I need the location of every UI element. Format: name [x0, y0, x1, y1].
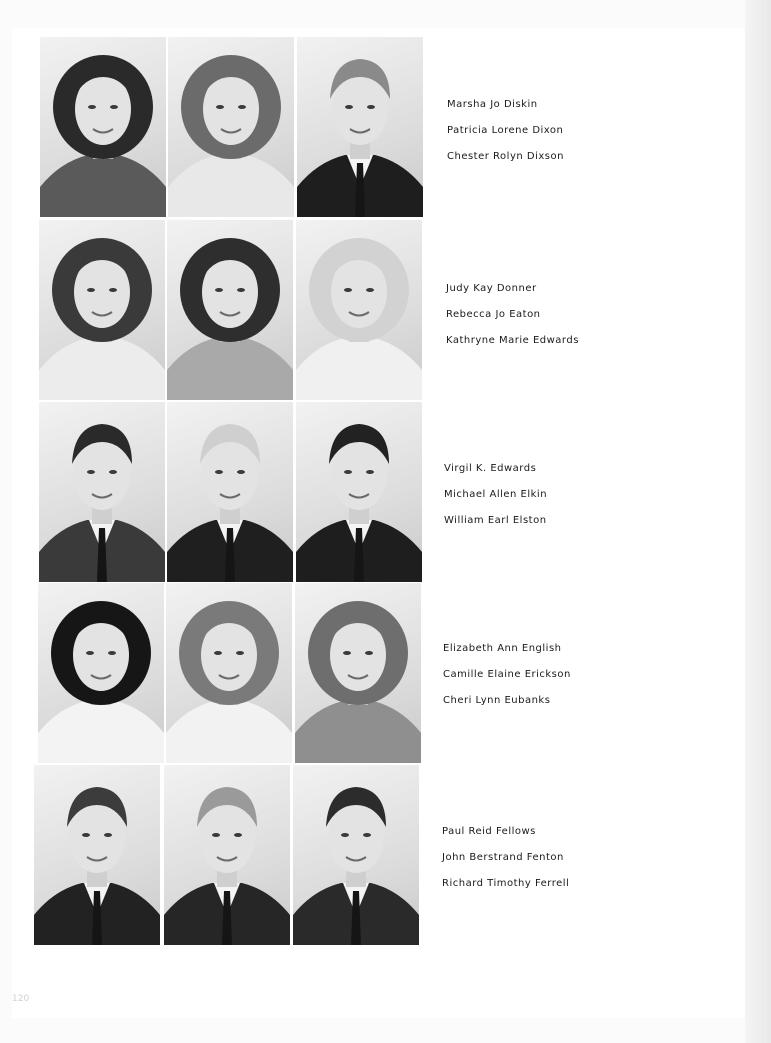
student-name: Chester Rolyn Dixson	[447, 151, 564, 162]
student-name: Virgil K. Edwards	[444, 463, 537, 474]
student-portrait-photo	[167, 402, 293, 582]
portrait-row	[0, 37, 771, 219]
student-portrait-photo	[295, 583, 421, 763]
student-name: Judy Kay Donner	[446, 283, 537, 294]
student-name: Elizabeth Ann English	[443, 643, 562, 654]
student-portrait-photo	[296, 220, 422, 400]
student-portrait-photo	[38, 583, 164, 763]
student-name-list	[446, 276, 579, 354]
student-portrait-photo	[39, 220, 165, 400]
student-name: Paul Reid Fellows	[442, 826, 536, 837]
student-name: Patricia Lorene Dixon	[447, 125, 564, 136]
student-portrait-photo	[39, 402, 165, 582]
student-portrait-photo	[297, 37, 423, 217]
student-portrait-photo	[296, 402, 422, 582]
student-name-list	[443, 636, 571, 714]
student-portrait-photo	[40, 37, 166, 217]
portrait-row	[0, 765, 771, 947]
page-number: 120	[12, 994, 30, 1004]
student-name: Marsha Jo Diskin	[447, 99, 538, 110]
student-name: Rebecca Jo Eaton	[446, 309, 541, 320]
student-portrait-photo	[166, 583, 292, 763]
student-name-list	[444, 456, 547, 534]
student-name-list	[447, 92, 564, 170]
portrait-row	[0, 220, 771, 402]
student-name-list	[442, 819, 569, 897]
student-name: Michael Allen Elkin	[444, 489, 548, 500]
student-portrait-photo	[164, 765, 290, 945]
student-name: Camille Elaine Erickson	[443, 669, 571, 680]
student-name: John Berstrand Fenton	[442, 852, 564, 863]
portrait-row	[0, 583, 771, 765]
student-portrait-photo	[293, 765, 419, 945]
student-name: William Earl Elston	[444, 515, 547, 526]
student-portrait-photo	[34, 765, 160, 945]
student-name: Kathryne Marie Edwards	[446, 335, 579, 346]
student-portrait-photo	[168, 37, 294, 217]
student-name: Richard Timothy Ferrell	[442, 878, 570, 889]
portrait-row	[0, 402, 771, 584]
student-name: Cheri Lynn Eubanks	[443, 695, 551, 706]
student-portrait-photo	[167, 220, 293, 400]
